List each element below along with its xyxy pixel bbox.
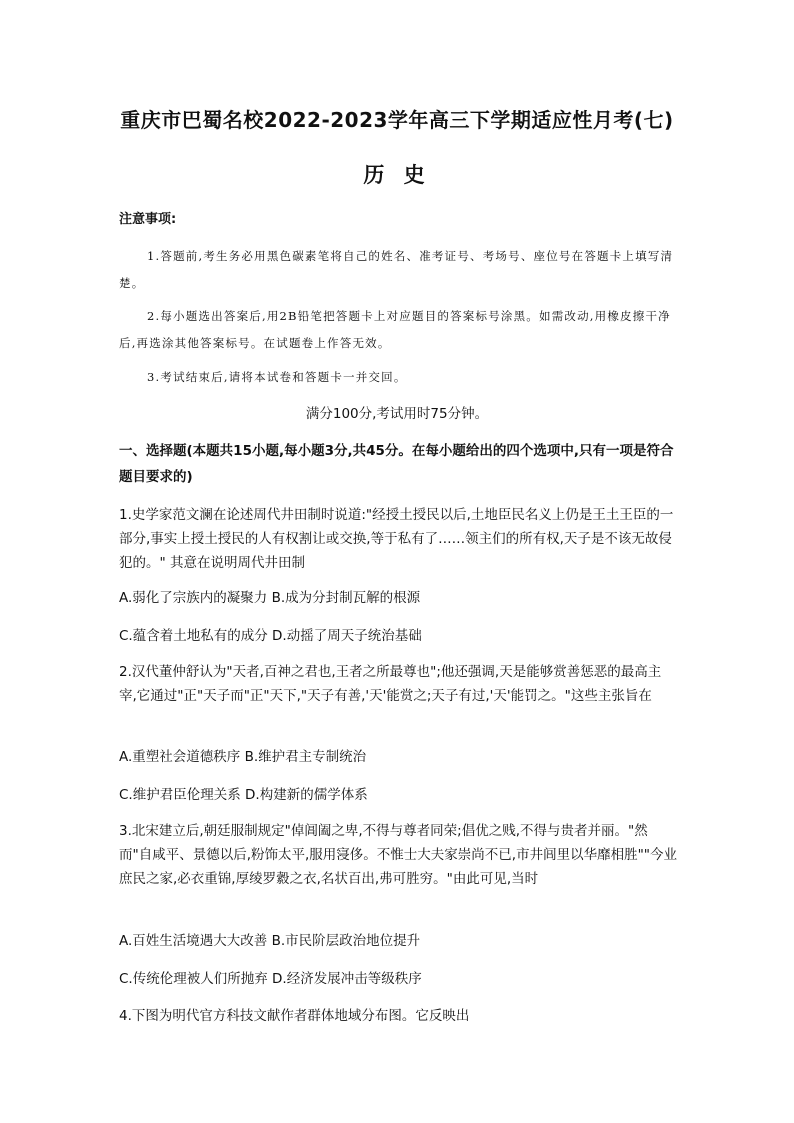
question-text: 1.史学家范文澜在论述周代井田制时说道:"经授土授民以后,土地臣民名义上仍是王土王臣的一部分,事实上授土授民的人有权割让或交换,等于私有了……领主们的所有权,天子是不该无故侵犯的。" 其意在说明周代井田制 <box>119 507 674 571</box>
subject-title: 历 史 <box>363 163 431 187</box>
answer-option-row[interactable]: A.重塑社会道德秩序 B.维护君主专制统治 <box>119 749 367 765</box>
answer-option-row[interactable]: A.百姓生活境遇大大改善 B.市民阶层政治地位提升 <box>119 933 421 949</box>
notice-section <box>119 207 677 232</box>
question-1-options-row <box>119 624 677 648</box>
exam-title: 重庆市巴蜀名校2022-2023学年高三下学期适应性月考(七) <box>120 108 674 132</box>
section-heading: 一、选择题(本题共15小题,每小题3分,共45分。在每小题给出的四个选项中,只有一项是符合题目要求的) <box>119 443 674 485</box>
notice-item: 3.考试结束后,请将本试卷和答题卡一并交回。 <box>147 370 407 384</box>
question-1 <box>119 503 677 575</box>
question-2-options-row <box>119 783 677 807</box>
question-3-options-row <box>119 929 677 953</box>
question-3 <box>119 819 677 891</box>
notice-item: 2.每小题选出答案后,用2B铅笔把答题卡上对应题目的答案标号涂黑。如需改动,用橡皮擦干净后,再选涂其他答案标号。在试题卷上作答无效。 <box>119 309 671 350</box>
question-2 <box>119 660 677 708</box>
answer-option-row[interactable]: C.传统伦理被人们所抛弃 D.经济发展冲击等级秩序 <box>119 971 422 987</box>
score-line: 满分100分,考试用时75分钟。 <box>305 406 489 422</box>
answer-option-row[interactable]: C.蕴含着土地私有的成分 D.动摇了周天子统治基础 <box>119 628 422 644</box>
answer-option-row[interactable]: A.弱化了宗族内的凝聚力 B.成为分封制瓦解的根源 <box>119 590 421 606</box>
question-2-options-row <box>119 745 677 769</box>
question-text: 3.北宋建立后,朝廷服制规定"倬阊阖之卑,不得与尊者同荣;倡优之贱,不得与贵者并丽。"然而"自咸平、景德以后,粉饰太平,服用寖侈。不惟士大夫家崇尚不已,市井闾里以华靡相胜""今业庶民之家,必衣重锦,厚绫罗縠之衣,名状百出,弗可胜穷。"由此可见,当时 <box>119 823 678 887</box>
notice-item: 1.答题前,考生务必用黑色碳素笔将自己的姓名、准考证号、考场号、座位号在答题卡上填写清楚。 <box>119 249 674 290</box>
question-text: 4.下图为明代官方科技文献作者群体地域分布图。它反映出 <box>119 1008 470 1024</box>
question-text: 2.汉代董仲舒认为"天者,百神之君也,王者之所最尊也";他还强调,天是能够赏善惩恶的最高主宰,它通过"正"天子而"正"天下,"天子有善,'天'能赏之;天子有过,'天'能罚之。"这些主张旨在 <box>119 664 662 704</box>
notice-heading: 注意事项: <box>119 212 177 227</box>
question-4 <box>119 1004 677 1028</box>
answer-option-row[interactable]: C.维护君臣伦理关系 D.构建新的儒学体系 <box>119 787 368 803</box>
question-1-options-row <box>119 586 677 610</box>
question-3-options-row <box>119 967 677 991</box>
